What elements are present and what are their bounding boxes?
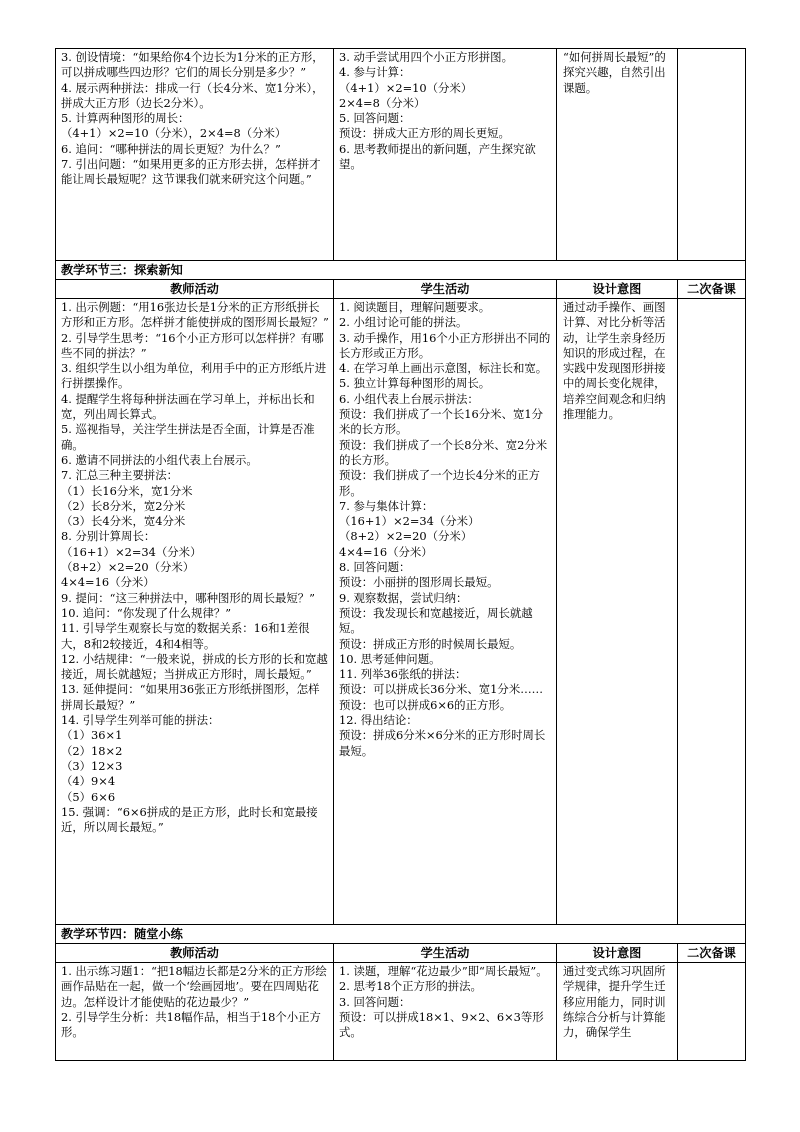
segment4-teacher-cell <box>56 963 334 1061</box>
design-intent-text: 通过变式练习巩固所学规律，提升学生迁移应用能力，同时训练综合分析与计算能力，确保学生 <box>563 964 666 1040</box>
teacher-activity-item: （3）长4分米，宽4分米 <box>61 514 186 529</box>
teacher-activity-item: 5. 巡视指导，关注学生拼法是否全面，计算是否准确。 <box>61 422 315 452</box>
teacher-activity-item: （2）长8分米，宽2分米 <box>61 498 186 513</box>
header-second-prep: 二次备课 <box>678 280 746 299</box>
student-activity-item: 预设：我们拼成了一个长16分米、宽1分米的长方形。 <box>339 407 543 437</box>
segment3-second-prep-cell <box>678 299 746 925</box>
segment4-second-prep-cell <box>678 963 746 1061</box>
teacher-activity-item: 11. 引导学生观察长与宽的数据关系：16和1差很大，8和2较接近，4和4相等。 <box>61 621 310 651</box>
teacher-activity-item: （4）9×4 <box>61 774 116 789</box>
teacher-activity-item: 3. 创设情境：“如果给你4个边长为1分米的正方形，可以拼成哪些四边形？它们的周长分别是多少？” <box>61 50 324 80</box>
segment4-intent-cell <box>557 963 678 1061</box>
teacher-activity-item: （8+2）×2=20（分米） <box>61 560 195 575</box>
segment4-header-row <box>56 944 746 963</box>
teacher-activity-item: 8. 分别计算周长： <box>61 529 156 544</box>
section-title: 教学环节四：随堂小练 <box>56 925 746 944</box>
segment3-student-cell <box>334 299 557 925</box>
teacher-activity-item: 15. 强调：“6×6拼成的是正方形，此时长和宽最接近，所以周长最短。” <box>61 804 318 835</box>
teacher-activity-item: 5. 计算两种图形的周长： <box>61 111 190 126</box>
header-design-intent: 设计意图 <box>557 280 678 299</box>
student-activity-item: （4+1）×2=10（分米） <box>339 80 473 95</box>
segment4-content-row <box>56 963 746 1061</box>
teacher-activity-item: （1）36×1 <box>61 728 123 743</box>
teacher-activity-item: 9. 提问：“这三种拼法中，哪种图形的周长最短？” <box>61 590 315 605</box>
student-activity-item: 3. 动手操作，用16个小正方形拼出不同的长方形或正方形。 <box>339 330 551 360</box>
teacher-activity-item: 4×4=16（分米） <box>61 575 155 590</box>
student-activity-item: 7. 参与集体计算： <box>339 498 434 513</box>
segment2-intent-cell <box>557 49 678 261</box>
teacher-activity-item: 10. 追问：“你发现了什么规律？” <box>61 605 232 620</box>
student-activity-item: 9. 观察数据，尝试归纳： <box>339 590 468 605</box>
student-activity-item: 预设：我们拼成了一个长8分米、宽2分米的长方形。 <box>339 437 548 467</box>
header-student-activity: 学生活动 <box>334 280 557 299</box>
student-activity-item: 3. 动手尝试用四个小正方形拼图。 <box>339 50 513 64</box>
student-activity-item: 4. 在学习单上画出示意图，标注长和宽。 <box>339 361 548 376</box>
header-teacher-activity: 教师活动 <box>56 280 334 299</box>
student-activity-item: 预设：也可以拼成6×6的正方形。 <box>339 697 512 712</box>
segment4-student-cell <box>334 963 557 1061</box>
teacher-activity-item: 4. 展示两种拼法：排成一行（长4分米、宽1分米），拼成大正方形（边长2分米）。 <box>61 80 324 110</box>
student-activity-item: （8+2）×2=20（分米） <box>339 529 473 544</box>
teacher-activity-item: 7. 引出问题：“如果用更多的正方形去拼，怎样拼才能让周长最短呢？这节课我们就来研究这个问题。” <box>61 157 321 187</box>
segment4-title-row <box>56 925 746 944</box>
student-activity-item: 2. 小组讨论可能的拼法。 <box>339 315 468 330</box>
segment2-teacher-cell <box>56 49 334 261</box>
section-title: 教学环节三：探索新知 <box>56 261 746 280</box>
teacher-activity-item: 6. 追问：“哪种拼法的周长更短？为什么？” <box>61 141 281 156</box>
segment2-second-prep-cell <box>678 49 746 261</box>
segment3-content-row <box>56 299 746 925</box>
student-activity-item: 预设：小丽拼的图形周长最短。 <box>339 575 499 590</box>
student-activity-item: 4×4=16（分米） <box>339 544 433 559</box>
lesson-plan-page <box>55 48 745 1061</box>
teacher-activity-item: 2. 引导学生思考：“16个小正方形可以怎样拼？有哪些不同的拼法？” <box>61 330 324 360</box>
student-activity-item: 12. 得出结论： <box>339 713 418 728</box>
student-activity-item: 2×4=8（分米） <box>339 95 426 110</box>
teacher-activity-item: 2. 引导学生分析：共18幅作品，相当于18个小正方形。 <box>61 1009 321 1040</box>
student-activity-item: 预设：可以拼成18×1、9×2、6×3等形式。 <box>339 1009 544 1040</box>
student-activity-item: 6. 思考教师提出的新问题，产生探究欲望。 <box>339 141 536 172</box>
teacher-activity-item: （16+1）×2=34（分米） <box>61 544 202 559</box>
teacher-activity-item: （5）6×6 <box>61 789 116 804</box>
teacher-activity-item: 13. 延伸提问：“如果用36张正方形纸拼图形，怎样拼周长最短？” <box>61 682 320 712</box>
header-design-intent: 设计意图 <box>557 944 678 963</box>
segment3-header-row <box>56 280 746 299</box>
student-activity-item: 预设：可以拼成长36分米、宽1分米…… <box>339 682 543 697</box>
student-activity-item: 11. 列举36张纸的拼法： <box>339 667 467 682</box>
teacher-activity-item: （2）18×2 <box>61 743 123 758</box>
teacher-activity-item: （4+1）×2=10（分米），2×4=8（分米） <box>61 126 287 141</box>
student-activity-item: 预设：我发现长和宽越接近，周长就越短。 <box>339 605 533 636</box>
header-student-activity: 学生活动 <box>334 944 557 963</box>
student-activity-item: 6. 小组代表上台展示拼法： <box>339 391 479 406</box>
teacher-activity-item: 14. 引导学生列举可能的拼法： <box>61 713 220 728</box>
student-activity-item: 2. 思考18个正方形的拼法。 <box>339 979 482 994</box>
teacher-activity-item: 6. 邀请不同拼法的小组代表上台展示。 <box>61 452 258 467</box>
student-activity-item: 1. 读题，理解“花边最少”即“周长最短”。 <box>339 964 548 978</box>
segment2-student-cell <box>334 49 557 261</box>
header-teacher-activity: 教师活动 <box>56 944 334 963</box>
student-activity-item: 预设：拼成正方形的时候周长最短。 <box>339 636 522 651</box>
teacher-activity-item: （3）12×3 <box>61 758 123 773</box>
teacher-activity-item: 7. 汇总三种主要拼法： <box>61 468 179 483</box>
student-activity-item: 5. 独立计算每种图形的周长。 <box>339 376 491 391</box>
teacher-activity-item: 1. 出示练习题1：“把18幅边长都是2分米的正方形绘画作品贴在一起，做一个‘绘画园地’。要在四周贴花边。怎样设计才能使贴的花边最少？” <box>61 964 327 1009</box>
teacher-activity-item: 3. 组织学生以小组为单位，利用手中的正方形纸片进行拼摆操作。 <box>61 361 327 391</box>
teacher-activity-item: 4. 提醒学生将每种拼法画在学习单上，并标出长和宽，列出周长算式。 <box>61 391 315 422</box>
student-activity-item: 4. 参与计算： <box>339 65 411 80</box>
student-activity-item: 1. 阅读题目，理解问题要求。 <box>339 300 491 314</box>
student-activity-item: 5. 回答问题： <box>339 111 411 126</box>
teacher-activity-item: （1）长16分米，宽1分米 <box>61 483 193 498</box>
design-intent-text: 通过动手操作、画图计算、对比分析等活动，让学生亲身经历知识的形成过程，在实践中发现图形拼接中的周长变化规律，培养空间观念和归纳推理能力。 <box>563 300 666 422</box>
teacher-activity-item: 12. 小结规律：“一般来说，拼成的长方形的长和宽越接近，周长就越短；当拼成正方形时，周长最短。” <box>61 651 328 682</box>
student-activity-item: 10. 思考延伸问题。 <box>339 651 441 666</box>
segment3-teacher-cell <box>56 299 334 925</box>
segment2-row <box>56 49 746 261</box>
student-activity-item: 8. 回答问题： <box>339 560 411 575</box>
teacher-activity-item: 1. 出示例题：“用16张边长是1分米的正方形纸拼长方形和正方形。怎样拼才能使拼成的图形周长最短？” <box>61 300 329 330</box>
lesson-plan-table <box>55 48 746 1061</box>
student-activity-item: （16+1）×2=34（分米） <box>339 514 480 529</box>
header-second-prep: 二次备课 <box>678 944 746 963</box>
student-activity-item: 3. 回答问题： <box>339 994 411 1009</box>
design-intent-text: “如何拼周长最短”的探究兴趣，自然引出课题。 <box>563 50 666 95</box>
student-activity-item: 预设：拼成大正方形的周长更短。 <box>339 126 510 141</box>
segment3-intent-cell <box>557 299 678 925</box>
student-activity-item: 预设：我们拼成了一个边长4分米的正方形。 <box>339 468 540 498</box>
segment3-title-row <box>56 261 746 280</box>
student-activity-item: 预设：拼成6分米×6分米的正方形时周长最短。 <box>339 728 546 758</box>
